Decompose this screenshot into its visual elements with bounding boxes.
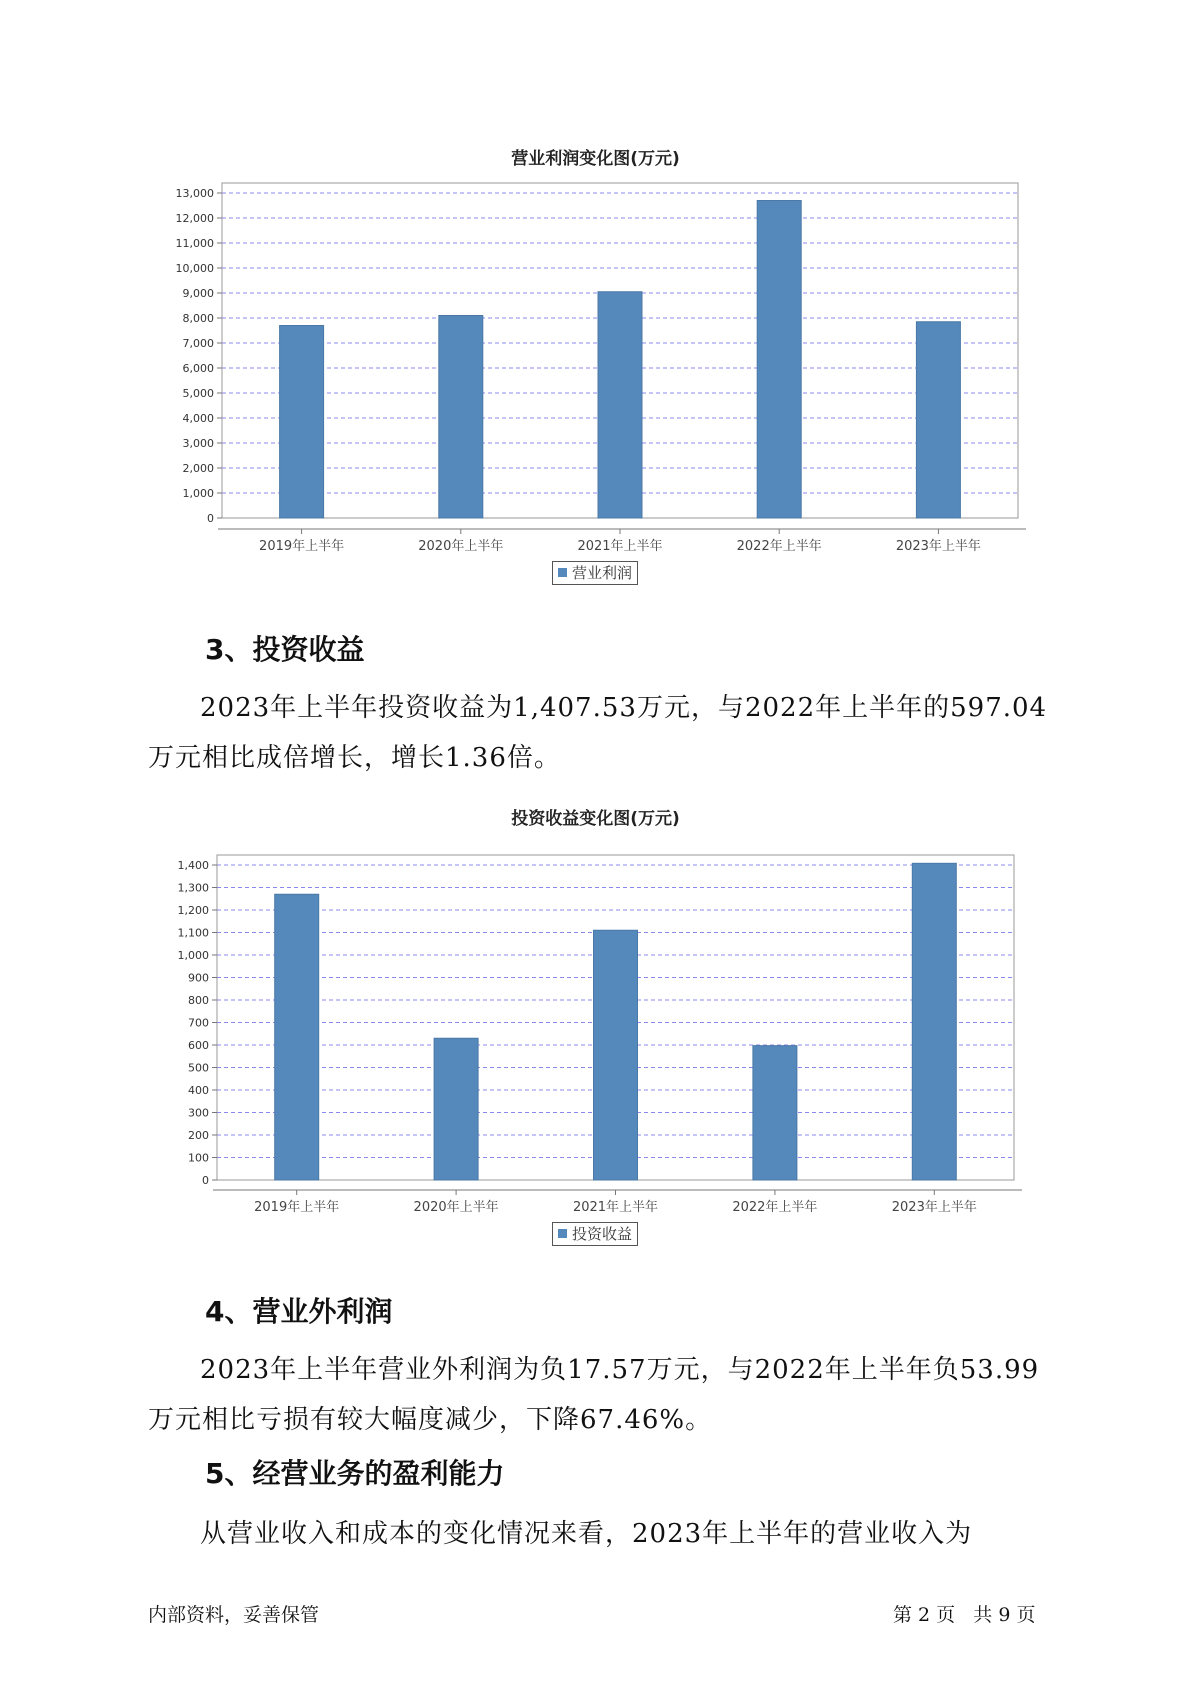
- investment-income-chart: [0, 600, 1191, 1260]
- bar: [434, 1038, 478, 1180]
- section-3-heading: 3、投资收益: [205, 633, 365, 666]
- chart-2-legend-label: 投资收益: [572, 1225, 633, 1243]
- y-tick-label: 10,000: [175, 262, 214, 275]
- y-tick-label: 1,300: [177, 881, 209, 895]
- x-tick-label: 2019年上半年: [254, 1200, 340, 1215]
- section-5-paragraph: 从营业收入和成本的变化情况来看，2023年上半年的营业收入为: [200, 1519, 973, 1549]
- x-tick-label: 2021年上半年: [577, 539, 663, 554]
- bar: [594, 930, 638, 1180]
- y-tick-label: 1,200: [177, 904, 209, 917]
- section-4-heading: 4、营业外利润: [205, 1295, 393, 1328]
- chart-1-legend: [552, 561, 638, 585]
- y-tick-label: 700: [188, 1016, 209, 1030]
- footer-confidential-note: 内部资料，妥善保管: [148, 1604, 320, 1626]
- y-tick-label: 0: [207, 512, 214, 525]
- y-tick-label: 1,400: [177, 859, 209, 872]
- y-tick-label: 100: [188, 1151, 209, 1165]
- y-tick-label: 11,000: [175, 237, 214, 250]
- bar: [439, 316, 483, 519]
- y-tick-label: 200: [188, 1129, 209, 1142]
- bar: [757, 201, 801, 519]
- y-tick-label: 1,100: [177, 926, 209, 940]
- y-tick-label: 800: [188, 994, 209, 1007]
- x-tick-label: 2020年上半年: [413, 1200, 499, 1215]
- footer-page-number: 第 2 页 共 9 页: [893, 1604, 1036, 1626]
- y-tick-label: 6,000: [182, 362, 214, 375]
- y-tick-label: 2,000: [182, 462, 214, 475]
- y-tick-label: 4,000: [182, 412, 214, 425]
- bar: [753, 1046, 797, 1180]
- x-tick-label: 2023年上半年: [895, 539, 981, 554]
- y-tick-label: 0: [202, 1174, 209, 1187]
- y-tick-label: 7,000: [182, 337, 214, 350]
- y-tick-label: 1,000: [177, 949, 209, 962]
- bar: [598, 292, 642, 518]
- y-tick-label: 1,000: [182, 487, 214, 500]
- chart-2-title: 投资收益变化图(万元): [511, 809, 680, 829]
- x-tick-label: 2020年上半年: [418, 539, 504, 554]
- y-tick-label: 5,000: [182, 387, 214, 400]
- bar: [916, 322, 960, 518]
- y-tick-label: 12,000: [175, 212, 214, 225]
- bar: [275, 894, 319, 1180]
- y-tick-label: 3,000: [182, 437, 214, 450]
- section-5-heading: 5、经营业务的盈利能力: [205, 1457, 505, 1490]
- x-tick-label: 2019年上半年: [259, 539, 345, 554]
- legend-swatch: [558, 568, 567, 577]
- operating-profit-chart: [0, 0, 1191, 600]
- y-tick-label: 8,000: [182, 312, 214, 325]
- bar: [280, 326, 324, 519]
- y-tick-label: 400: [188, 1084, 209, 1097]
- y-tick-label: 600: [188, 1039, 209, 1052]
- y-tick-label: 9,000: [182, 287, 214, 300]
- bar: [912, 863, 956, 1180]
- chart-1-title: 营业利润变化图(万元): [511, 149, 680, 169]
- y-tick-label: 300: [188, 1106, 209, 1120]
- section-4-paragraph: 2023年上半年营业外利润为负17.57万元，与2022年上半年负53.99万元相比亏损有较大幅度减少，下降67.46%。: [148, 1355, 1040, 1435]
- y-tick-label: 500: [188, 1061, 209, 1075]
- section-3-paragraph: 2023年上半年投资收益为1,407.53万元，与2022年上半年的597.04万元相比成倍增长，增长1.36倍。: [148, 693, 1048, 773]
- x-tick-label: 2023年上半年: [891, 1200, 977, 1215]
- chart-1-legend-label: 营业利润: [572, 564, 633, 582]
- x-tick-label: 2022年上半年: [736, 539, 822, 554]
- legend-swatch: [558, 1229, 567, 1238]
- chart-2-legend: [552, 1222, 638, 1246]
- x-tick-label: 2021年上半年: [572, 1200, 659, 1215]
- x-tick-label: 2022年上半年: [732, 1200, 818, 1215]
- y-tick-label: 900: [188, 971, 209, 985]
- y-tick-label: 13,000: [175, 187, 214, 200]
